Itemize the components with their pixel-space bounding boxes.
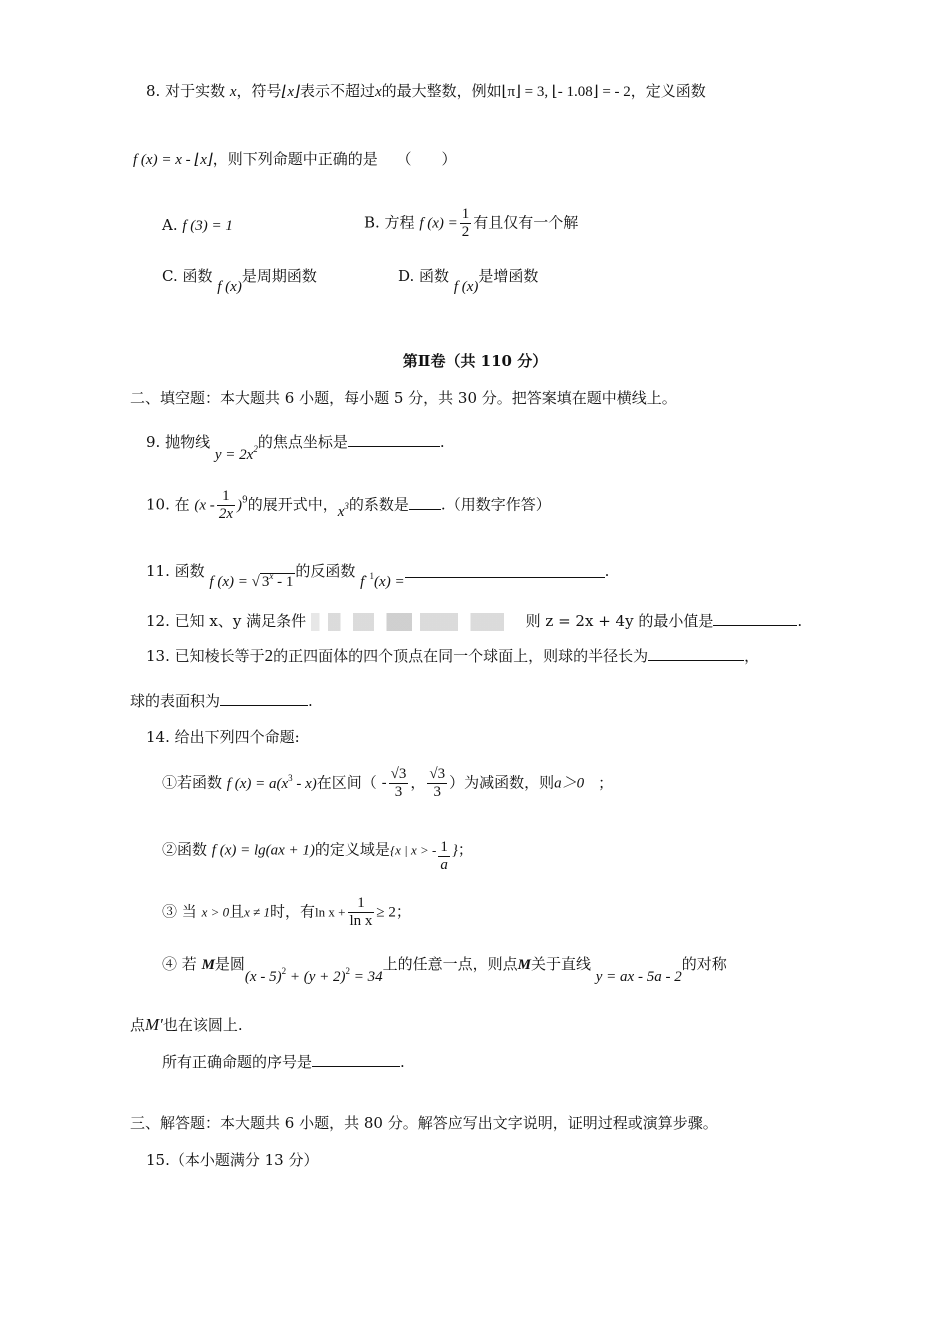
- q13-line2: [130, 690, 313, 712]
- answer-blank[interactable]: [648, 646, 744, 661]
- math: M: [517, 957, 531, 973]
- period: .: [439, 433, 445, 451]
- numerator: √3: [429, 766, 446, 782]
- math: ): [236, 497, 242, 514]
- exponent: 9: [241, 495, 248, 506]
- exponent: 3: [344, 500, 349, 511]
- prop-text: 也在该圆上.: [162, 1016, 243, 1034]
- q9-math: [214, 444, 258, 463]
- q8-text: 表示不超过: [299, 82, 375, 100]
- q10-x3: [337, 500, 349, 520]
- math: y = ax - 5a - 2: [595, 969, 682, 985]
- exponent: x: [269, 571, 274, 581]
- math: ≥ 2: [376, 904, 396, 921]
- denominator: a: [440, 857, 448, 873]
- q10-text: .（用数字作答）: [440, 495, 551, 514]
- q11: [146, 555, 610, 590]
- q8-option-b: [364, 206, 578, 241]
- math-var: x: [374, 84, 382, 100]
- q9-label: 9. 抛物线: [146, 433, 211, 451]
- fraction: [389, 766, 409, 801]
- option-label: C. 函数: [162, 267, 213, 285]
- option-label: D. 函数: [398, 267, 450, 285]
- prop-text: 在区间（ -: [316, 773, 387, 792]
- prop-text: 上的任意一点，则点: [382, 955, 518, 973]
- math-floor: ⌊x⌋: [281, 84, 300, 100]
- math: x: [337, 503, 345, 520]
- prop-text: 的定义域是: [314, 840, 390, 859]
- q9: [146, 426, 445, 463]
- q12-text: 则 z = 2x + 4y 的最小值是: [525, 612, 714, 630]
- period: .: [797, 612, 803, 630]
- prop-text: 是圆: [214, 955, 245, 973]
- prop-text: ；: [598, 773, 614, 792]
- math: - x): [292, 775, 317, 792]
- prop-text: ①若函数: [162, 773, 223, 792]
- math: f (3) = 1: [182, 218, 233, 234]
- prop-text: ，: [410, 773, 426, 792]
- option-text: 是增函数: [478, 267, 539, 285]
- math-var: x: [229, 84, 237, 100]
- q10-label: 10. 在: [146, 495, 190, 514]
- math: M′: [145, 1015, 163, 1034]
- fraction: [427, 766, 447, 801]
- q15-heading: 15.（本小题满分 13 分）: [146, 1151, 319, 1169]
- radicand-tail: - 1: [273, 574, 294, 590]
- answer-blank[interactable]: [409, 495, 441, 510]
- q11-math: f (x) = √ 3$^x$ - 1: [209, 571, 294, 590]
- fraction: [348, 895, 375, 930]
- denominator: 3: [394, 784, 403, 800]
- math: 2: [264, 646, 274, 665]
- math: = 34: [349, 969, 383, 985]
- prop-text: 点: [130, 1016, 146, 1034]
- math: f (x) = lg(ax + 1): [211, 842, 315, 859]
- math: f: [360, 574, 365, 590]
- math: (x - 5): [244, 969, 282, 985]
- prop-text: ④ 若: [162, 955, 197, 973]
- q10: [146, 488, 551, 523]
- q11-inverse: [360, 571, 405, 590]
- answer-blank[interactable]: [713, 611, 797, 626]
- prop-text: ；: [395, 902, 411, 921]
- math: f (x) =: [209, 574, 248, 590]
- q9-text: 的焦点坐标是: [257, 433, 348, 451]
- q8-line1: [146, 80, 706, 103]
- q8-option-d: [398, 265, 539, 295]
- q14-prop2: [162, 833, 473, 873]
- q8-text: ，则下列命题中正确的是: [212, 150, 378, 168]
- q13-text: 球的表面积为: [130, 692, 221, 710]
- math: M: [201, 957, 215, 973]
- numerator: 1: [348, 895, 375, 913]
- q8-text: 8. 对于实数: [146, 82, 226, 100]
- math: x ≠ 1: [244, 904, 271, 920]
- q13-line1: [146, 645, 759, 667]
- prop-text: ；: [457, 840, 473, 859]
- period: .: [400, 1053, 405, 1071]
- q14-prop1: [162, 766, 613, 801]
- denominator: ln x: [349, 913, 373, 929]
- q12-label: 12. 已知 x、y 满足条件: [146, 612, 307, 630]
- math: f (x) =: [419, 215, 458, 232]
- math-function-def: f (x) = x - ⌊x⌋: [133, 152, 213, 168]
- math: f (x): [217, 279, 242, 295]
- exponent: 2: [281, 966, 287, 976]
- q8-line2: [133, 148, 457, 171]
- denominator: 2x: [218, 506, 233, 522]
- prop1-func: [226, 772, 317, 792]
- math: x > 0: [201, 904, 230, 920]
- answer-blank[interactable]: [405, 563, 605, 578]
- fraction: [438, 839, 450, 874]
- q13-text: 的正四面体的四个顶点在同一个球面上，则球的半径长为: [273, 647, 649, 665]
- q11-text: 的反函数: [295, 562, 356, 580]
- q14-prop4-cont: [130, 1014, 243, 1036]
- q10-text: 的展开式中，: [247, 495, 338, 514]
- prop-text: 所有正确命题的序号是: [162, 1053, 313, 1071]
- math-example: ⌊π⌋ = 3, ⌊- 1.08⌋ = - 2: [501, 84, 631, 100]
- fraction: [217, 488, 235, 523]
- radicand: [260, 573, 296, 590]
- math: (x) =: [374, 574, 405, 590]
- radicand-base: 3: [261, 574, 270, 590]
- q13-label: 13. 已知棱长等于: [146, 647, 265, 665]
- period: .: [604, 562, 610, 580]
- answer-paren: （ ）: [396, 150, 457, 168]
- answer-blank[interactable]: [220, 691, 308, 706]
- math: y = 2x: [214, 447, 254, 463]
- comma: ，: [744, 647, 760, 665]
- answer-blank[interactable]: [348, 432, 440, 447]
- math: }: [451, 842, 458, 859]
- q12: [146, 610, 802, 632]
- option-text: 有且仅有一个解: [473, 213, 579, 232]
- part2-title: 第Ⅱ卷（共 110 分）: [402, 352, 548, 370]
- period: .: [308, 692, 313, 710]
- prop-text: 时，有: [270, 902, 316, 921]
- option-text: 是周期函数: [241, 267, 317, 285]
- q8-text: ，定义函数: [630, 82, 706, 100]
- prop-text: ②函数: [162, 840, 208, 859]
- numerator: 1: [440, 839, 448, 855]
- fraction: [460, 206, 472, 241]
- exponent: 3: [288, 772, 293, 783]
- option-label: B. 方程: [364, 213, 415, 232]
- denominator: 2: [461, 224, 470, 240]
- math: {x | x > -: [389, 842, 437, 858]
- math: f (x) = a(x: [226, 775, 289, 792]
- exponent: - 1: [364, 571, 375, 581]
- q11-label: 11. 函数: [146, 562, 205, 580]
- q14-prop4: [162, 948, 727, 985]
- q14-ask: [162, 1051, 405, 1073]
- math: (x -: [194, 497, 215, 514]
- q8-option-a: [162, 214, 233, 237]
- denominator: 3: [433, 784, 441, 800]
- math: ln x +: [315, 904, 346, 920]
- numerator: 1: [461, 206, 470, 222]
- circle-eq: [244, 966, 383, 985]
- q10-text: 的系数是: [348, 495, 409, 514]
- exponent: 2: [253, 444, 258, 454]
- prop-text: 的对称: [681, 955, 727, 973]
- q14-label: 14. 给出下列四个命题:: [146, 728, 300, 746]
- numerator: √3: [390, 766, 407, 782]
- section-solutions: 三、解答题：本大题共 6 小题，共 80 分。解答应写出文字说明，证明过程或演算步骤。: [130, 1114, 718, 1132]
- math: + (y + 2): [286, 969, 346, 985]
- q8-text: 的最大整数，例如: [381, 82, 502, 100]
- prop-text: ）为减函数，则: [449, 773, 555, 792]
- exponent: 2: [345, 966, 350, 976]
- q14-prop3: [162, 895, 411, 930]
- constraints-image: [311, 613, 521, 631]
- math: f (x): [453, 279, 479, 295]
- math: a＞0: [554, 775, 585, 792]
- option-label: A.: [162, 216, 178, 234]
- numerator: 1: [217, 488, 235, 506]
- section-fill-in: 二、填空题：本大题共 6 小题，每小题 5 分，共 30 分。把答案填在题中横线上。: [130, 389, 677, 407]
- answer-blank[interactable]: [312, 1052, 400, 1067]
- prop-text: ③ 当: [162, 902, 197, 921]
- q8-option-c: [162, 265, 317, 295]
- q8-text: ，符号: [236, 82, 282, 100]
- prop-text: 且: [229, 902, 245, 921]
- prop-text: 关于直线: [530, 955, 591, 973]
